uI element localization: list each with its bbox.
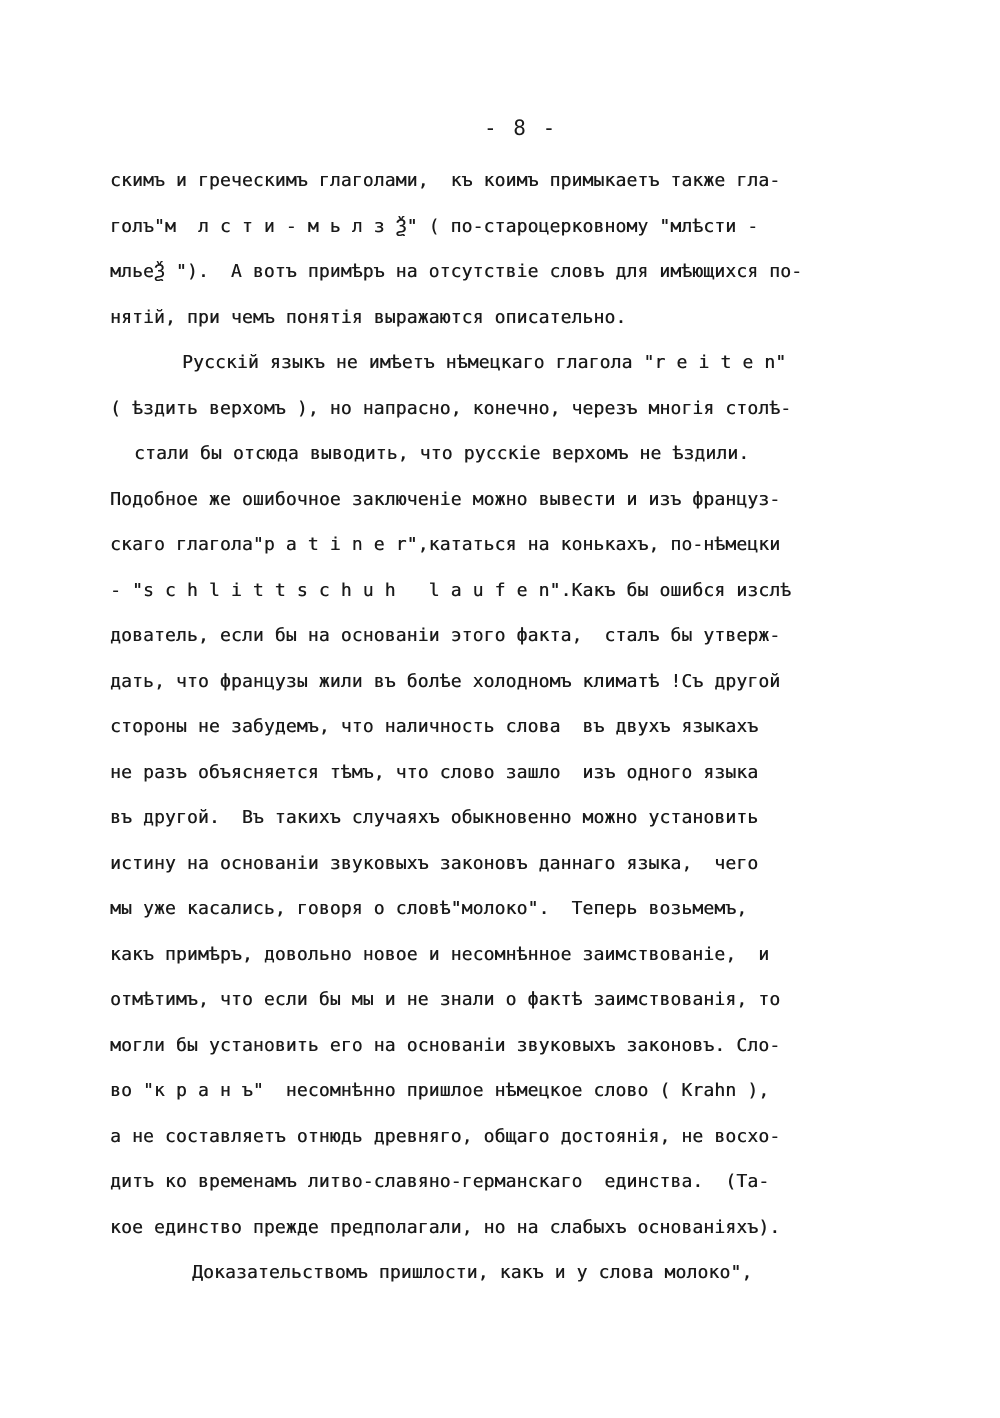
paragraph-start-line: Доказательствомъ пришлости, какъ и у слова молоко", [192,1262,753,1283]
text-line: во "к р а н ъ" несомнѣнно пришлое нѣмецкое слово ( Krahn ), [110,1080,770,1101]
text-line: отмѣтимъ, что если бы мы и не знали о фактѣ заимствованія, то [110,989,781,1010]
text-line: могли бы установить его на основаніи звуковыхъ законовъ. Сло- [110,1034,781,1056]
text-line: ( ѣздить верхомъ ), но напрасно, конечно, черезъ многія столѣ- [110,397,792,419]
text-line: стали бы отсюда выводить, что русскіе верхомъ не ѣздили. [134,443,750,464]
body-text [110,158,870,1296]
text-line: дать, что французы жили въ болѣе холодномъ климатѣ !Съ другой [110,670,781,692]
page-number: - 8 - [484,116,558,140]
paragraph-start-line: Русскій языкъ не имѣетъ нѣмецкаго глагола "r e i t e n" [182,352,787,373]
text-line: не разъ объясняется тѣмъ, что слово зашло изъ одного языка [110,761,759,783]
text-line: истину на основаніи звуковыхъ законовъ даннаго языка, чего [110,852,759,874]
text-line: скимъ и греческимъ глаголами, къ коимъ примыкаетъ также гла- [110,170,781,191]
text-line: какъ примѣръ, довольно новое и несомнѣнное заимствованіе, и [110,943,770,965]
text-line: мльеѮ "). А вотъ примѣръ на отсутствіе словъ для имѣющихся по- [110,261,803,282]
text-line: - "s c h l i t t s c h u h l a u f e n".Какъ бы ошибся изслѣ [110,579,792,601]
text-line: кое единство прежде предполагали, но на слабыхъ основаніяхъ). [110,1216,781,1238]
text-line: мы уже касались, говоря о словѣ"молоко". Теперь возьмемъ, [110,898,748,919]
text-line: а не составляетъ отнюдь древняго, общаго достоянія, не восхо- [110,1125,781,1147]
text-line: въ другой. Въ такихъ случаяхъ обыкновенно можно установить [110,807,759,828]
text-line: скаго глагола"p a t i n e r",кататься на конькахъ, по-нѣмецки [110,534,781,555]
text-line: дитъ ко временамъ литво-славяно-германскаго единства. (Та- [110,1171,770,1192]
text-line: Подобное же ошибочное заключеніе можно вывести и изъ француз- [110,488,781,510]
text-line: дователь, если бы на основаніи этого факта, сталъ бы утверж- [110,625,781,646]
text-line: стороны не забудемъ, что наличность слова въ двухъ языкахъ [110,716,759,737]
text-line: нятій, при чемъ понятія выражаются описательно. [110,306,627,328]
text-line: голъ"м л с т и - м ь л з Ѯ" ( по-староцерковному "млѣсти - [110,215,759,237]
